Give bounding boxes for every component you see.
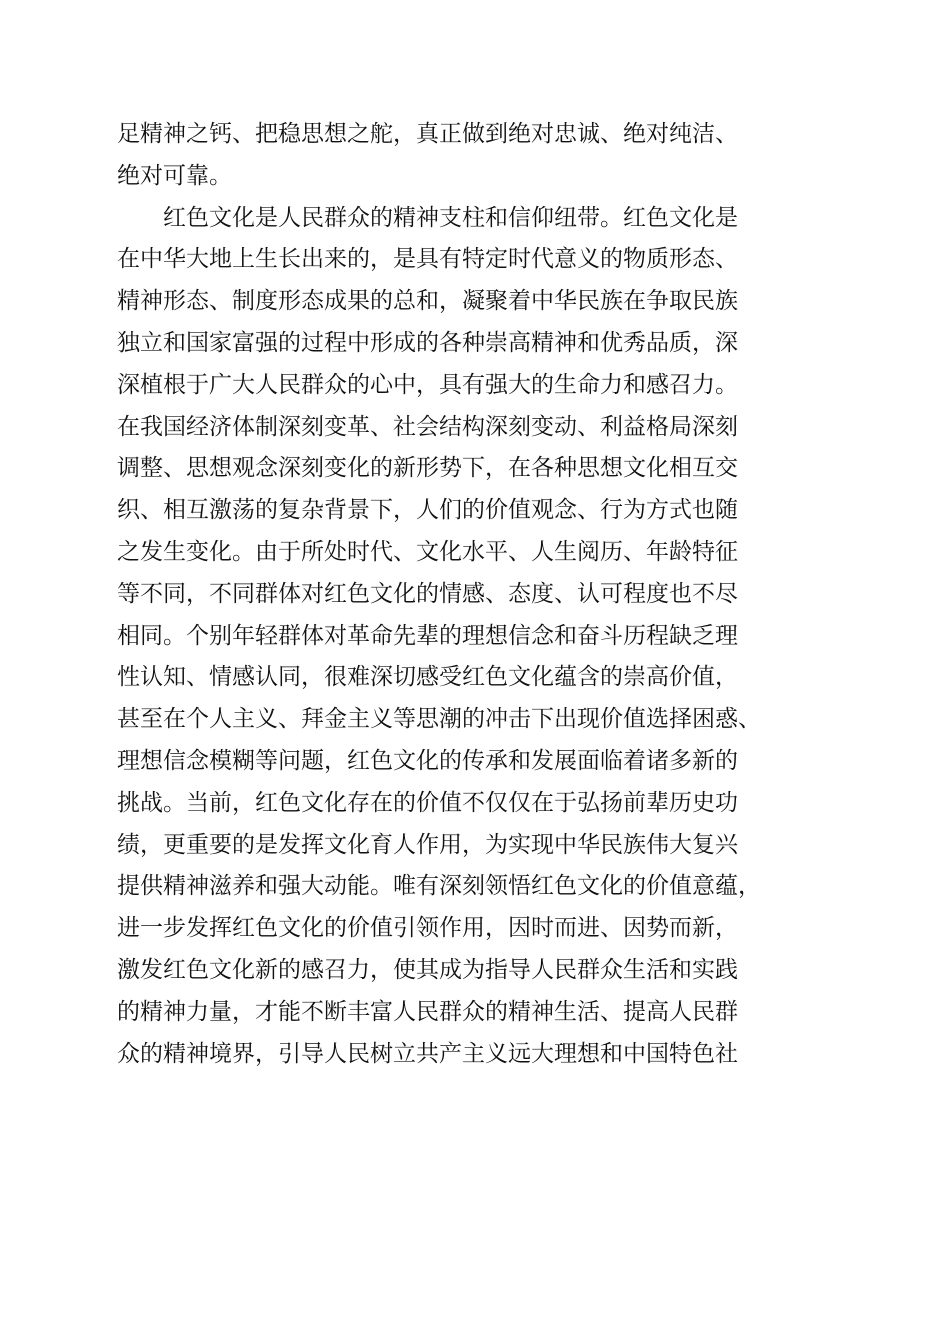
text-line: 相同。个别年轻群体对革命先辈的理想信念和奋斗历程缺乏理 <box>117 622 738 649</box>
text-line: 进一步发挥红色文化的价值引领作用，因时而进、因势而新， <box>117 915 738 942</box>
text-line: 等不同，不同群体对红色文化的情感、态度、认可程度也不尽 <box>117 580 738 607</box>
text-line: 足精神之钙、把稳思想之舵，真正做到绝对忠诚、绝对纯洁、 <box>117 121 738 147</box>
text-line: 精神形态、制度形态成果的总和，凝聚着中华民族在争取民族 <box>117 288 738 315</box>
text-line: 深植根于广大人民群众的心中，具有强大的生命力和感召力。 <box>117 371 738 398</box>
text-line: 激发红色文化新的感召力，使其成为指导人民群众生活和实践 <box>117 956 738 983</box>
text-line: 甚至在个人主义、拜金主义等思潮的冲击下出现价值选择困惑、 <box>117 706 761 733</box>
text-line: 在我国经济体制深刻变革、社会结构深刻变动、利益格局深刻 <box>117 413 738 440</box>
text-line: 性认知、情感认同，很难深切感受红色文化蕴含的崇高价值， <box>117 664 738 691</box>
text-line: 在中华大地上生长出来的，是具有特定时代意义的物质形态、 <box>117 246 738 273</box>
text-line: 提供精神滋养和强大动能。唯有深刻领悟红色文化的价值意蕴， <box>117 873 761 900</box>
text-line: 织、相互激荡的复杂背景下，人们的价值观念、行为方式也随 <box>117 497 738 524</box>
text-line: 绩，更重要的是发挥文化育人作用，为实现中华民族伟大复兴 <box>117 831 738 858</box>
text-line: 理想信念模糊等问题，红色文化的传承和发展面临着诸多新的 <box>117 747 738 774</box>
text-line: 独立和国家富强的过程中形成的各种崇高精神和优秀品质，深 <box>117 329 738 356</box>
body-text <box>117 114 837 1075</box>
text-line: 之发生变化。由于所处时代、文化水平、人生阅历、年龄特征 <box>117 538 738 565</box>
text-line: 调整、思想观念深刻变化的新形势下，在各种思想文化相互交 <box>117 455 738 482</box>
text-line: 众的精神境界，引导人民树立共产主义远大理想和中国特色社 <box>117 1040 738 1067</box>
text-line: 绝对可靠。 <box>117 162 232 189</box>
text-line: 的精神力量，才能不断丰富人民群众的精神生活、提高人民群 <box>117 998 738 1025</box>
text-line: 红色文化是人民群众的精神支柱和信仰纽带。红色文化是 <box>117 204 738 231</box>
text-line: 挑战。当前，红色文化存在的价值不仅仅在于弘扬前辈历史功 <box>117 789 738 816</box>
